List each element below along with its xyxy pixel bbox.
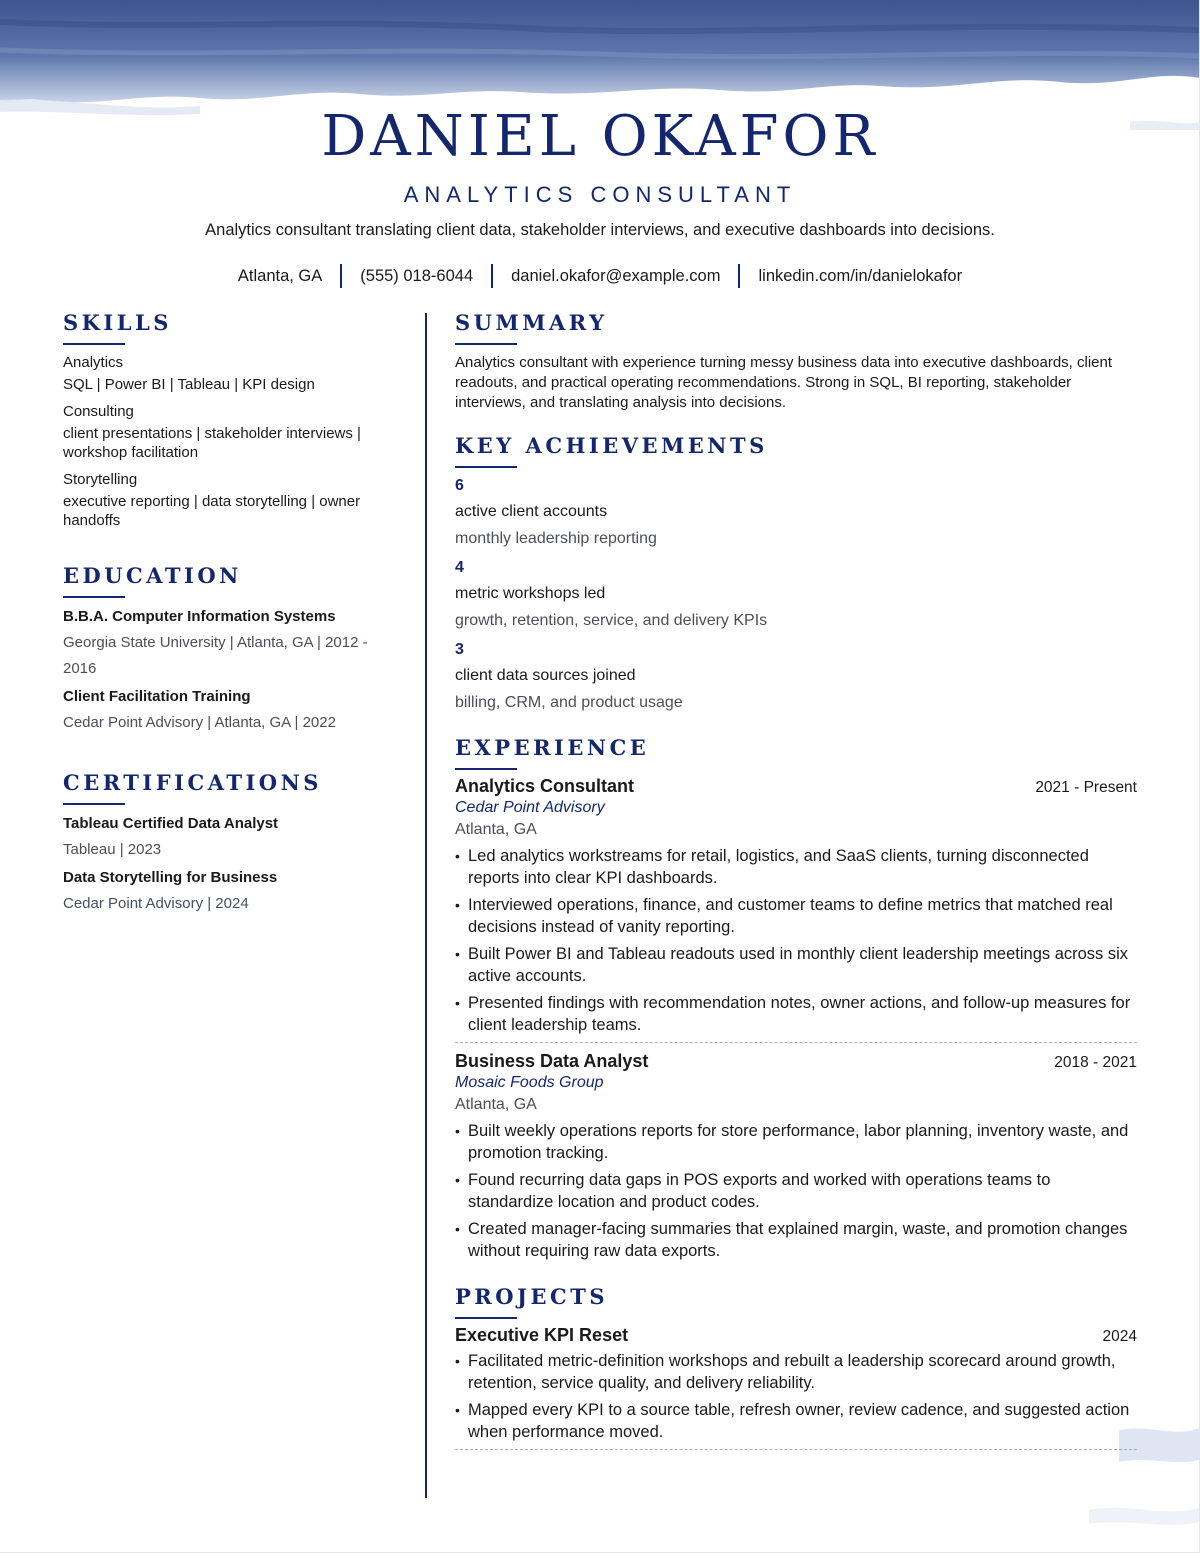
left-column bbox=[63, 310, 393, 917]
project-entry bbox=[455, 1325, 1137, 1450]
section-rule bbox=[63, 803, 125, 805]
job-company: Mosaic Foods Group bbox=[455, 1074, 604, 1091]
bullet-item: • Created manager-facing summaries that explained margin, waste, and promotion changes without requiring raw data exports. bbox=[455, 1218, 1137, 1262]
certification-meta: Tableau | 2023 bbox=[63, 841, 162, 858]
skill-category: Storytelling bbox=[63, 471, 138, 488]
section-title: EXPERIENCE bbox=[455, 735, 650, 760]
contact-location: Atlanta, GA bbox=[237, 266, 323, 285]
candidate-title: ANALYTICS CONSULTANT bbox=[403, 182, 797, 207]
section-title: SUMMARY bbox=[455, 310, 608, 335]
job-bullets bbox=[455, 845, 1137, 1036]
section-rule bbox=[455, 1317, 517, 1319]
skills-section bbox=[63, 310, 393, 530]
section-rule bbox=[455, 343, 517, 345]
summary-section bbox=[455, 310, 1137, 413]
section-rule bbox=[63, 596, 125, 598]
project-year: 2024 bbox=[1102, 1328, 1137, 1345]
job-entry bbox=[455, 1051, 1137, 1262]
job-location: Atlanta, GA bbox=[455, 1096, 537, 1113]
contact-linkedin[interactable]: linkedin.com/in/danielokafor bbox=[758, 266, 963, 285]
experience-section bbox=[455, 735, 1137, 1262]
section-rule bbox=[63, 343, 125, 345]
job-bullets bbox=[455, 1120, 1137, 1262]
skill-items: SQL | Power BI | Tableau | KPI design bbox=[63, 376, 315, 393]
achievements-section bbox=[455, 433, 1137, 713]
section-title: KEY ACHIEVEMENTS bbox=[455, 433, 768, 458]
achievement-item bbox=[455, 640, 1137, 713]
achievement-label: client data sources joined bbox=[455, 667, 636, 684]
achievement-number: 6 bbox=[455, 477, 464, 494]
job-company: Cedar Point Advisory bbox=[455, 799, 605, 816]
certifications-section bbox=[63, 770, 393, 917]
contact-line bbox=[0, 264, 1200, 288]
certification-meta: Cedar Point Advisory | 2024 bbox=[63, 895, 249, 912]
project-name: Executive KPI Reset bbox=[455, 1325, 629, 1345]
dashed-divider bbox=[455, 1449, 1137, 1450]
section-title: CERTIFICATIONS bbox=[63, 770, 322, 795]
skill-category: Consulting bbox=[63, 403, 134, 420]
bullet-item: • Presented findings with recommendation notes, owner actions, and follow-up measures for client leadership teams. bbox=[455, 992, 1137, 1036]
right-column bbox=[455, 310, 1137, 1450]
contact-separator bbox=[340, 264, 342, 288]
achievement-item bbox=[455, 476, 1137, 549]
contact-email[interactable]: daniel.okafor@example.com bbox=[511, 266, 721, 285]
contact-phone: (555) 018-6044 bbox=[360, 266, 474, 285]
education-section bbox=[63, 563, 393, 736]
section-title: EDUCATION bbox=[63, 563, 242, 588]
skill-category: Analytics bbox=[63, 354, 124, 371]
achievement-detail: billing, CRM, and product usage bbox=[455, 694, 683, 711]
bullet-item: • Led analytics workstreams for retail, logistics, and SaaS clients, turning disconnected reports into clear KPI dashboards. bbox=[455, 845, 1137, 889]
projects-section bbox=[455, 1284, 1137, 1450]
bullet-item: • Facilitated metric-definition workshops and rebuilt a leadership scorecard around growth, retention, service quality, and delivery reliability. bbox=[455, 1350, 1137, 1394]
bullet-item: • Built Power BI and Tableau readouts used in monthly client leadership meetings across six active accounts. bbox=[455, 943, 1137, 987]
tagline: Analytics consultant translating client data, stakeholder interviews, and executive dashboards into decisions. bbox=[205, 221, 995, 239]
candidate-name: DANIEL OKAFOR bbox=[321, 104, 879, 169]
education-degree: B.B.A. Computer Information Systems bbox=[63, 608, 336, 625]
project-bullets bbox=[455, 1350, 1137, 1443]
contact-separator bbox=[491, 264, 493, 288]
dashed-divider bbox=[455, 1042, 1137, 1043]
education-degree: Client Facilitation Training bbox=[63, 688, 251, 705]
bullet-item: • Mapped every KPI to a source table, refresh owner, review cadence, and suggested action when performance moved. bbox=[455, 1399, 1137, 1443]
section-title: SKILLS bbox=[63, 310, 172, 335]
job-dates: 2021 - Present bbox=[1035, 779, 1137, 796]
job-dates: 2018 - 2021 bbox=[1054, 1054, 1137, 1071]
achievement-label: metric workshops led bbox=[455, 585, 606, 602]
achievement-detail: monthly leadership reporting bbox=[455, 530, 657, 547]
achievement-number: 3 bbox=[455, 641, 464, 658]
skill-items: executive reporting | data storytelling | owner handoffs bbox=[63, 493, 361, 529]
job-entry bbox=[455, 776, 1137, 1043]
job-location: Atlanta, GA bbox=[455, 821, 537, 838]
achievement-number: 4 bbox=[455, 559, 464, 576]
certification-name: Data Storytelling for Business bbox=[63, 869, 278, 886]
certification-name: Tableau Certified Data Analyst bbox=[63, 815, 279, 832]
section-rule bbox=[455, 466, 517, 468]
job-role: Analytics Consultant bbox=[455, 776, 635, 796]
section-rule bbox=[455, 768, 517, 770]
bullet-item: • Interviewed operations, finance, and customer teams to define metrics that matched real decisions instead of vanity reporting. bbox=[455, 894, 1137, 938]
achievement-detail: growth, retention, service, and delivery KPIs bbox=[455, 612, 768, 629]
contact-separator bbox=[738, 264, 740, 288]
bullet-item: • Built weekly operations reports for store performance, labor planning, inventory waste, and promotion tracking. bbox=[455, 1120, 1137, 1164]
summary-text: Analytics consultant with experience turning messy business data into executive dashboards, client readouts, and practical operating recommendations. Strong in SQL, BI reporting, stakeholder interviews, and translating analysis into decisions. bbox=[455, 354, 1113, 411]
bullet-item: • Found recurring data gaps in POS exports and worked with operations teams to standardize location and product codes. bbox=[455, 1169, 1137, 1213]
education-meta: Georgia State University | Atlanta, GA | 2012 - 2016 bbox=[63, 634, 368, 677]
section-title: PROJECTS bbox=[455, 1284, 608, 1309]
achievement-item bbox=[455, 558, 1137, 631]
achievement-label: active client accounts bbox=[455, 503, 608, 520]
skill-items: client presentations | stakeholder interviews | workshop facilitation bbox=[63, 425, 361, 461]
education-meta: Cedar Point Advisory | Atlanta, GA | 2022 bbox=[63, 714, 336, 731]
job-role: Business Data Analyst bbox=[455, 1051, 649, 1071]
column-divider bbox=[425, 313, 427, 1498]
